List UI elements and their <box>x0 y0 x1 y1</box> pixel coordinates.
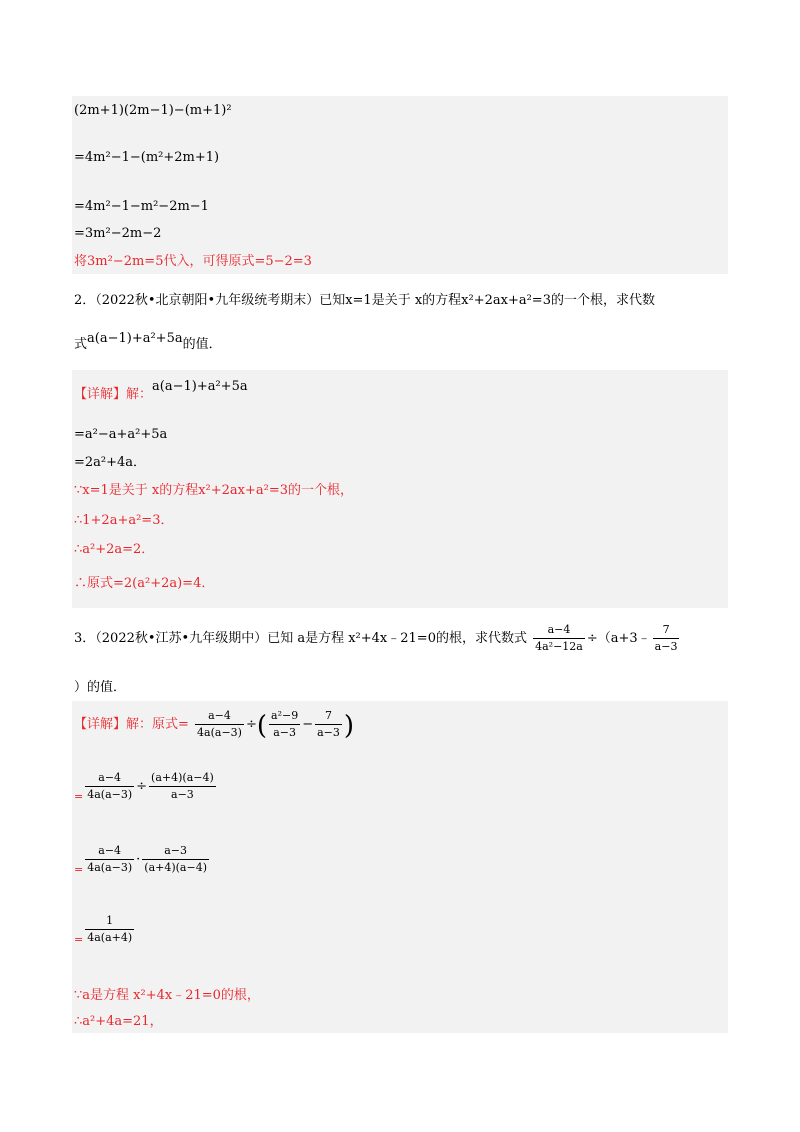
fraction-numerator: a−4 <box>533 622 585 639</box>
answer-2-header <box>74 378 248 402</box>
multiply-dot: · <box>136 852 141 867</box>
answer-2-step-3: ∵x=1是关于 x的方程x²+2ax+a²=3的一个根， <box>74 483 354 498</box>
right-paren: ) <box>343 711 355 741</box>
step-3-fraction <box>85 913 134 946</box>
division-sign: ÷ <box>245 717 257 732</box>
answer-3-step-4: ∵a是方程 x²+4x﹣21=0的根， <box>74 988 260 1003</box>
fraction-numerator: a−3 <box>142 843 209 860</box>
equals-sign: = <box>74 863 84 876</box>
question-2-text: 已知x=1是关于 x的方程x²+2ax+a²=3的一个根，求代数 <box>319 293 655 308</box>
fraction-denominator: (a+4)(a−4) <box>144 861 207 874</box>
fraction-denominator: a−3 <box>654 640 678 653</box>
answer-2-step-1: =a²−a+a²+5a <box>74 427 168 442</box>
equals-sign: = <box>74 933 84 946</box>
question-3-fraction-1 <box>533 622 585 655</box>
fraction-denominator: 4a(a−3) <box>87 861 133 874</box>
step-2-fraction-1 <box>85 843 134 876</box>
left-paren: ( <box>256 711 268 741</box>
expr-line-1: (2m+1)(2m−1)−(m+1)² <box>74 103 232 118</box>
answer-3-label: 【详解】解：原式= <box>74 717 189 732</box>
answer-3-fraction-3 <box>315 708 342 741</box>
minus-sign: − <box>302 717 314 732</box>
question-3-division: ÷（a+3﹣ <box>586 631 651 646</box>
answer-2-step-2: =2a²+4a． <box>74 455 147 470</box>
question-2-prefix: 式 <box>74 337 88 352</box>
answer-3-step-2 <box>74 843 211 876</box>
answer-3-step-3 <box>74 913 136 946</box>
step-1-fraction-2 <box>149 770 216 803</box>
question-3-source: （2022秋•江苏•九年级期中） <box>95 631 268 646</box>
question-2-source: （2022秋•北京朝阳•九年级统考期末） <box>95 293 320 308</box>
question-3-text: 已知 a是方程 x²+4x﹣21=0的根，求代数式 <box>267 631 527 646</box>
answer-2-step-4: ∴1+2a+a²=3． <box>74 513 174 528</box>
fraction-denominator: 4a(a−3) <box>87 788 133 801</box>
fraction-numerator: 1 <box>85 913 134 930</box>
step-2-fraction-2 <box>142 843 209 876</box>
fraction-denominator: a−3 <box>317 726 340 739</box>
question-2-line-2 <box>74 333 222 352</box>
fraction-numerator: (a+4)(a−4) <box>149 770 216 787</box>
step-1-fraction-1 <box>85 770 134 803</box>
answer-3-step-5: ∴a²+4a=21， <box>74 1014 163 1029</box>
expr-line-3: =4m²−1−m²−2m−1 <box>74 199 209 214</box>
equals-sign: = <box>74 790 84 803</box>
question-2-expression: a(a−1)+a²+5a <box>87 331 183 346</box>
fraction-numerator: a−4 <box>85 843 134 860</box>
answer-2-step-6: ∴原式=2(a²+2a)=4． <box>74 576 215 591</box>
answer-3-step-1 <box>74 770 218 803</box>
answer-3-fraction-2 <box>269 708 300 741</box>
fraction-denominator: a−3 <box>273 726 297 739</box>
fraction-denominator: 4a(a+4) <box>87 931 133 944</box>
fraction-numerator: 7 <box>315 708 342 725</box>
question-2-line-1 <box>74 289 655 308</box>
answer-2-step-5: ∴a²+2a=2． <box>74 542 155 557</box>
answer-3-fraction-1 <box>195 708 244 741</box>
fraction-denominator: a−3 <box>171 788 194 801</box>
solution-box-1 <box>72 96 728 274</box>
question-2-suffix: 的值． <box>182 337 222 352</box>
fraction-numerator: 7 <box>653 622 680 639</box>
fraction-denominator: 4a²−12a <box>535 640 583 653</box>
fraction-numerator: a−4 <box>195 708 244 725</box>
question-3-number: 3． <box>74 631 96 646</box>
division-sign: ÷ <box>136 779 148 794</box>
expr-line-2: =4m²−1−(m²+2m+1) <box>74 150 220 165</box>
expr-line-4: =3m²−2m−2 <box>74 226 162 241</box>
question-2-number: 2． <box>74 293 96 308</box>
answer-3-header <box>74 708 354 741</box>
fraction-denominator: 4a(a−3) <box>197 726 242 739</box>
question-3-line-1 <box>74 622 681 655</box>
answer-2-label: 【详解】解： <box>74 387 153 402</box>
fraction-numerator: a²−9 <box>269 708 300 725</box>
fraction-numerator: a−4 <box>85 770 134 787</box>
question-3-fraction-2 <box>653 622 680 655</box>
question-3-line-2: ）的值． <box>74 680 127 695</box>
answer-2-expr: a(a−1)+a²+5a <box>152 379 248 394</box>
expr-line-5: 将3m²−2m=5代入，可得原式=5−2=3 <box>74 254 312 269</box>
